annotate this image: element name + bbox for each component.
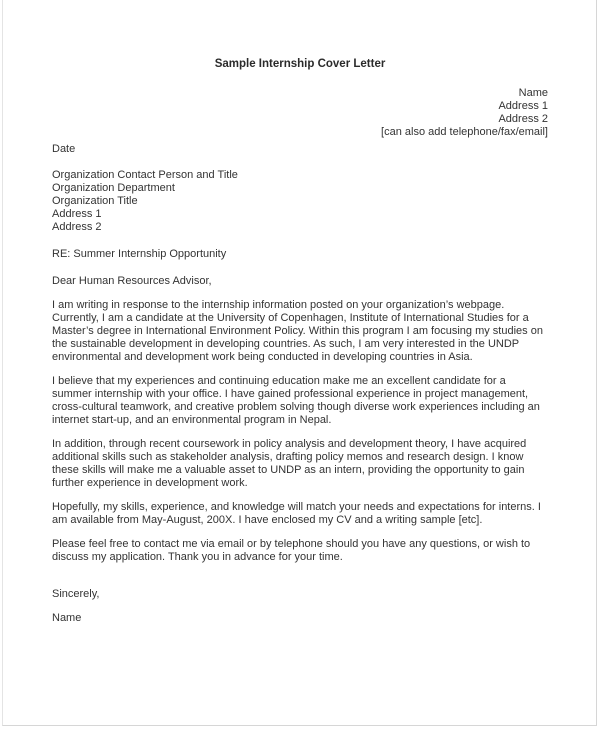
recipient-address-block [52, 169, 548, 234]
sender-address-1: Address 1 [498, 100, 548, 112]
sender-address-block [52, 87, 548, 139]
date-placeholder: Date [52, 143, 76, 155]
paragraph-introduction: I am writing in response to the internship information posted on your organization’s webpage. Currently, I am a candidate at the University of Copenhagen, Institute of International Studies for a Master’s degree in International Environment Policy. Within this program I am focusing my studies on the sustainable development in developing countries. As such, I am very interested in the UNDP environmental and development work being conducted in developing countries in Asia. [52, 299, 543, 363]
recipient-address-1: Address 1 [52, 208, 102, 220]
recipient-contact-person: Organization Contact Person and Title [52, 169, 238, 181]
recipient-address-2: Address 2 [52, 221, 102, 233]
recipient-title: Organization Title [52, 195, 138, 207]
subject-line: RE: Summer Internship Opportunity [52, 248, 227, 260]
closing: Sincerely, [52, 588, 100, 600]
paragraph-qualifications: I believe that my experiences and continuing education make me an excellent candidate for a summer internship with your office. I have gained professional experience in project management, cross-cultural teamwork, and creative problem solving though diverse work experiences including an internet start-up, and an environmental program in Nepal. [52, 375, 540, 426]
sender-name: Name [518, 87, 548, 99]
signature-placeholder: Name [52, 612, 82, 624]
recipient-department: Organization Department [52, 182, 175, 194]
sender-address-2: Address 2 [498, 113, 548, 125]
salutation: Dear Human Resources Advisor, [52, 275, 212, 287]
paragraph-skills: In addition, through recent coursework in policy analysis and development theory, I have acquired additional skills such as stakeholder analysis, drafting policy memos and research design. I know these skills will make me a valuable asset to UNDP as an intern, providing the opportunity to gain further experience in development work. [52, 438, 527, 489]
sender-contact-note: [can also add telephone/fax/email] [381, 126, 548, 138]
paragraph-contact: Please feel free to contact me via email or by telephone should you have any questions, or wish to discuss my application. Thank you in advance for your time. [52, 538, 531, 563]
letter-title: Sample Internship Cover Letter [214, 58, 386, 70]
paragraph-availability: Hopefully, my skills, experience, and knowledge will match your needs and expectations for interns. I am available from May-August, 200X. I have enclosed my CV and a writing sample [etc]. [52, 501, 541, 526]
